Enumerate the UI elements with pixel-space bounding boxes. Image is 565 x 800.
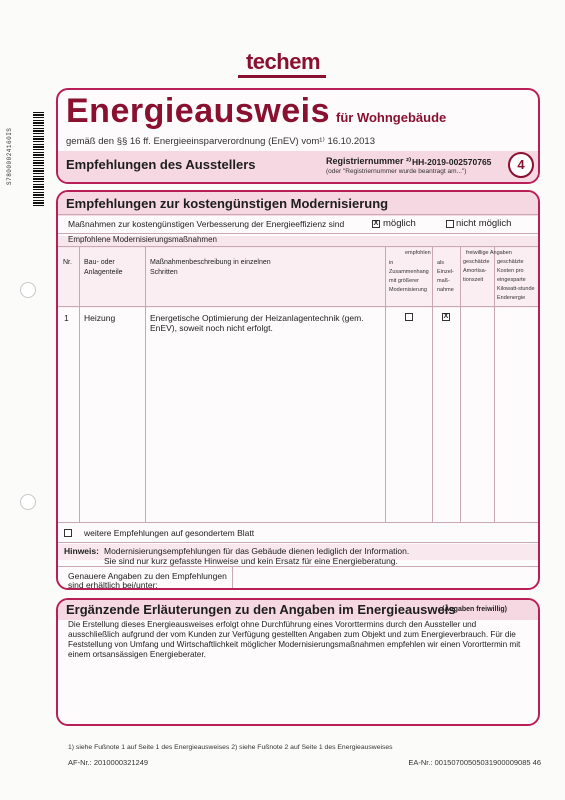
column-nr: Nr. <box>63 259 72 266</box>
row-1-component: Heizung <box>84 313 116 323</box>
registration-number: HH-2019-002570765 <box>412 157 492 167</box>
column-line <box>460 246 461 522</box>
header-divider <box>58 306 538 307</box>
details-label-2: sind erhältlich bei/unter: <box>68 580 158 590</box>
possible-label: möglich <box>383 218 416 229</box>
row-1-description: Energetische Optimierung der Heizanlagentechnik (gem. EnEV), soweit noch nicht erfolgt. <box>150 313 364 333</box>
column-description: Maßnahmenbeschreibung in einzelnen Schritten <box>150 259 271 276</box>
hint-text-2: Sie sind nur kurz gefasste Hinweise und kein Ersatz für eine Energieberatung. <box>104 556 398 566</box>
techem-logo: techem <box>245 49 321 74</box>
column-line <box>145 246 146 522</box>
column-line <box>79 246 80 522</box>
row-1-single-checkbox[interactable]: X <box>443 313 449 320</box>
column-optional: freiwillige Angaben <box>466 250 512 256</box>
column-combined: in Zusammenhang mit größerer Modernisierung <box>389 260 429 293</box>
barcode <box>33 112 44 208</box>
page-number: 4 <box>508 152 534 178</box>
document-subtitle: für Wohngebäude <box>336 110 447 125</box>
divider <box>58 566 538 567</box>
column-line <box>385 246 386 522</box>
more-recommendations-checkbox[interactable] <box>64 529 72 537</box>
column-amortization: geschätzte Amortisa-tionszeit <box>463 259 490 283</box>
not-possible-checkbox[interactable] <box>446 220 454 228</box>
section-title: Empfehlungen des Ausstellers <box>66 157 256 172</box>
logo-underline <box>238 75 326 78</box>
possible-checkbox[interactable]: X <box>373 220 379 227</box>
hint-text-1: Modernisierungsempfehlungen für das Gebäude dienen lediglich der Information. <box>104 546 410 556</box>
document-title: Energieausweis <box>66 92 331 130</box>
divider <box>58 522 538 523</box>
supplementary-title: Ergänzende Erläuterungen zu den Angaben im Energieausweis <box>66 602 456 617</box>
footnotes: 1) siehe Fußnote 1 auf Seite 1 des Energieausweises 2) siehe Fußnote 2 auf Seite 1 des Energieausweises <box>68 744 393 751</box>
not-possible-label: nicht möglich <box>456 218 512 229</box>
column-component: Bau- oder Anlagenteile <box>84 259 123 276</box>
ea-number: EA-Nr.: 00150700505031900009085 46 <box>408 758 541 767</box>
modernization-title: Empfehlungen zur kostengünstigen Modernisierung <box>66 196 389 211</box>
column-single: als Einzel-maß-nahme <box>437 260 454 293</box>
punch-hole-top <box>20 282 36 298</box>
measures-text: Maßnahmen zur kostengünstigen Verbesserung der Energieeffizienz sind <box>68 219 345 229</box>
details-label-1: Genauere Angaben zu den Empfehlungen <box>68 571 227 581</box>
divider <box>58 214 538 215</box>
row-1-nr: 1 <box>64 313 69 323</box>
divider <box>58 246 538 247</box>
column-recommended: empfohlen <box>405 250 431 256</box>
more-recommendations-label: weitere Empfehlungen auf gesondertem Blatt <box>84 528 255 538</box>
hint-label: Hinweis: <box>64 546 99 556</box>
column-line <box>494 246 495 522</box>
supplementary-title-note: (Angaben freiwillig) <box>442 606 507 613</box>
registration-label: Registriernummer ²⁾ <box>326 156 412 166</box>
barcode-text: S78000024160IS <box>6 127 13 185</box>
row-1-combined-checkbox[interactable] <box>405 313 413 321</box>
recommended-label: Empfohlene Modernisierungsmaßnahmen <box>68 235 217 244</box>
column-cost: geschätzte Kosten pro eingesparte Kilowatt-stunde Endenergie <box>497 259 535 301</box>
supplementary-text: Die Erstellung dieses Energieausweises erfolgt ohne Durchführung eines Vororttermins durch den Aussteller und ausschließlich aufgrund der vom Kunden zur Verfügung gestellten Angaben zum Objekt und zum Energieverbrauch. Für die Feststellung von Umfang und Wirtschaftlichkeit möglicher Modernisierungsmaßnahmen empfehlen wir einen Vororttermin mit einem ortsansässigen Energieberater. <box>68 620 521 659</box>
punch-hole-bottom <box>20 494 36 510</box>
legal-reference: gemäß den §§ 16 ff. Energieeinsparverordnung (EnEV) vom¹⁾ 16.10.2013 <box>66 136 375 147</box>
registration-note: (oder "Registriernummer wurde beantragt am...") <box>326 168 467 175</box>
details-divider <box>232 566 233 588</box>
af-number: AF-Nr.: 2010000321249 <box>68 758 149 767</box>
divider <box>58 233 538 234</box>
divider <box>58 542 538 543</box>
column-line <box>432 246 433 522</box>
supplementary-frame <box>56 598 540 726</box>
